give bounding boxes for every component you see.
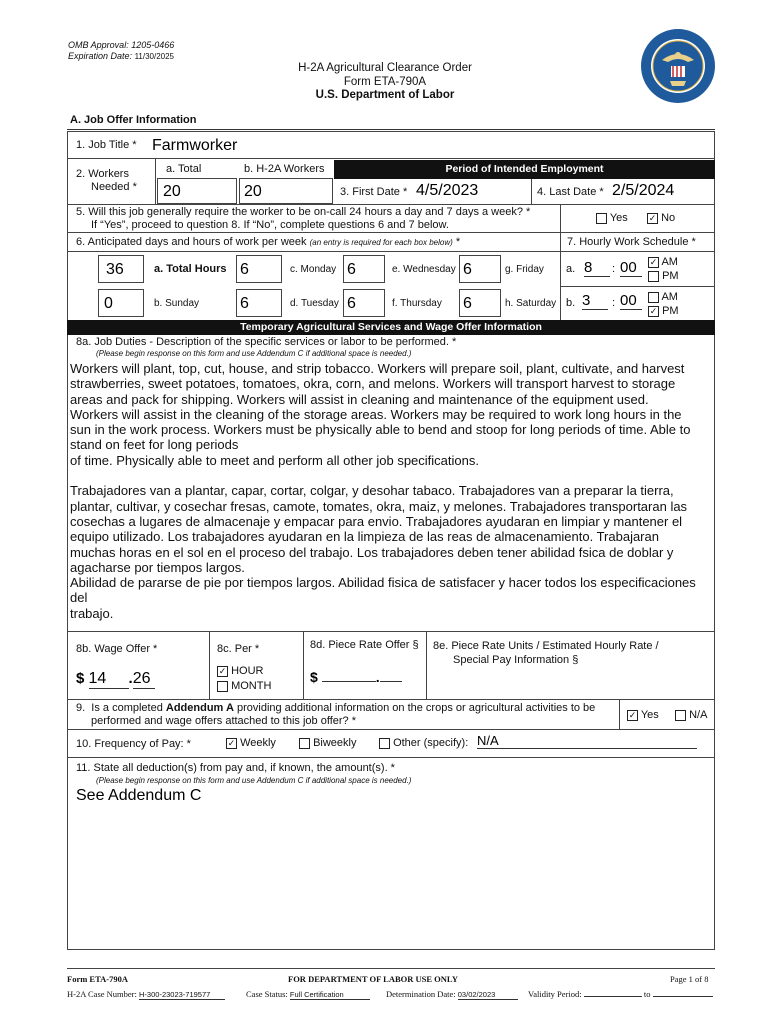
determination-value: 03/02/2023 (458, 990, 518, 1000)
workers-h2a-value: 20 (244, 183, 262, 200)
wage-offer-label: 8b. Wage Offer * (76, 643, 158, 655)
sunday-hours-value: 0 (104, 295, 113, 312)
deductions-label: 11. State all deduction(s) from pay and, if known, the amount(s). * (76, 762, 395, 774)
pay-other-label: Other (specify): (393, 737, 469, 749)
schedule-a-colon: : (612, 263, 616, 275)
frequency-of-pay-label: 10. Frequency of Pay: * (76, 738, 191, 750)
schedule-a-ampm[interactable] (648, 255, 679, 283)
omb-approval: OMB Approval: 1205-0466 (68, 40, 175, 50)
q8a-note: (Please begin response on this form and use Addendum C if additional space is needed.) (96, 349, 412, 358)
schedule-b-am-label: AM (661, 291, 678, 303)
tuesday-top-value: 6 (347, 261, 356, 278)
per-hour-checkbox[interactable]: ✓ (218, 665, 227, 676)
pay-other-field[interactable] (477, 733, 697, 749)
q5-line1: 5. Will this job generally require the worker to be on-call 24 hours a day and 7 days a week? * (76, 206, 531, 218)
footer-case-status (246, 989, 370, 1000)
period-header: Period of Intended Employment (334, 160, 715, 179)
schedule-b-pm-checkbox[interactable]: ✓ (649, 305, 658, 316)
wage-dollar-sign: $ (76, 670, 85, 687)
schedule-a-hour[interactable] (584, 259, 610, 277)
tuesday-top-box[interactable] (343, 255, 385, 283)
piece-rate-units-line2: Special Pay Information § (453, 654, 579, 666)
piece-rate-dollar-sign: $ (310, 669, 318, 685)
wage-dollars: 14 (89, 670, 129, 689)
pay-other-checkbox[interactable] (379, 738, 390, 749)
monday-label: c. Monday (290, 264, 337, 275)
wednesday-hours-input[interactable] (459, 255, 501, 283)
validity-label: Validity Period: (528, 989, 582, 999)
form-title: H-2A Agricultural Clearance Order (298, 62, 472, 74)
per-label: 8c. Per * (217, 643, 260, 655)
footer-form-number: Form ETA-790A (67, 974, 128, 984)
pay-biweekly-option[interactable] (299, 737, 356, 749)
schedule-a-am-checkbox[interactable]: ✓ (649, 256, 658, 267)
workers-total-input[interactable] (157, 178, 237, 204)
q9-yes-option[interactable] (627, 709, 659, 721)
validity-end (653, 996, 713, 997)
q5-question (76, 206, 530, 232)
monday-hours-value: 6 (240, 261, 249, 278)
workers-total-value: 20 (163, 183, 181, 200)
schedule-b-minute-value: 00 (620, 292, 642, 310)
job-title-field[interactable]: Farmworker (152, 137, 238, 154)
thursday-label: f. Thursday (392, 298, 442, 309)
piece-rate-cents (380, 667, 402, 682)
q5-no-checkbox[interactable]: ✓ (648, 212, 657, 223)
temp-services-header: Temporary Agricultural Services and Wage Offer Information (67, 320, 715, 335)
first-date-field[interactable]: 4/5/2023 (416, 182, 479, 199)
thursday-hours-input[interactable] (459, 289, 501, 317)
q6-label-block (76, 236, 460, 248)
case-status-value: Full Certification (290, 990, 370, 1000)
first-date-label: 3. First Date * (340, 186, 408, 198)
expiration-label-text: Expiration Date: (68, 51, 133, 61)
expiration-value: 11/30/2025 (134, 52, 175, 61)
validity-start (584, 996, 642, 997)
q9-na-checkbox[interactable] (675, 710, 686, 721)
total-hours-label: a. Total Hours (154, 263, 227, 275)
schedule-a-pm-label: PM (662, 270, 679, 282)
last-date-field[interactable]: 2/5/2024 (612, 182, 675, 199)
q5-yes-option[interactable] (596, 212, 628, 224)
wednesday-hours-value: 6 (463, 261, 472, 278)
wednesday-label: e. Wednesday (392, 264, 456, 275)
schedule-a-pm-checkbox[interactable] (648, 271, 659, 282)
schedule-b-label: b. (566, 297, 576, 309)
dol-seal-logo (640, 28, 716, 104)
q6-star: * (455, 236, 461, 248)
per-options[interactable] (217, 664, 271, 694)
pay-weekly-label: Weekly (240, 737, 276, 749)
piece-rate-units-label (433, 639, 659, 667)
schedule-a-minute-value: 00 (620, 259, 642, 277)
piece-rate-label: 8d. Piece Rate Offer § (310, 639, 419, 651)
footer-validity-period (528, 989, 713, 999)
wage-offer-field[interactable]: $ 14 .26 (76, 670, 155, 689)
section-a-title: A. Job Offer Information (70, 114, 197, 126)
schedule-b-hour[interactable] (582, 292, 608, 310)
q9-line1: 9. Is a completed Addendum A providing additional information on the crops or agricultural activities to be (76, 702, 596, 714)
pay-biweekly-label: Biweekly (313, 737, 357, 749)
schedule-a-hour-value: 8 (584, 259, 610, 277)
total-hours-value: 36 (106, 261, 124, 278)
form-number: Form ETA-790A (343, 75, 427, 88)
schedule-a-minute[interactable] (620, 259, 642, 277)
q6-note: (an entry is required for each box below) (309, 238, 453, 247)
pay-weekly-checkbox[interactable]: ✓ (227, 737, 236, 748)
footer-page-number: Page 1 of 8 (670, 974, 709, 984)
case-number-value: H-300-23023-719577 (139, 990, 225, 1000)
workers-label-line2: Needed * (91, 181, 137, 193)
schedule-a-label: a. (566, 263, 576, 275)
per-month-checkbox[interactable] (217, 681, 228, 692)
footer-case-number (67, 989, 225, 1000)
last-date-label: 4. Last Date * (537, 186, 604, 198)
expiration-label (68, 51, 174, 61)
q5-no-option[interactable] (647, 212, 675, 224)
job-duties-field[interactable]: Workers will plant, top, cut, house, and strip tobacco. Workers will prepare soil, plant, cultivate, and harvest strawberries, sweet potatoes, tomatoes, okra, corn, and melons. Workers will transport harvest to storage areas and pack for shipping. Workers will assist in cleaning and maintenance of the equipment used. Workers will assist in the cleaning of the storage areas. Workers may be required to work long hours in the sun in the work process. Workers must be physically able to bend and stoop for long periods of time. Able to stand on feet for long periods of time. Physically able to meet and perform all other job specifications. Trabajadores van a plantar, capar, cortar, colgar, y desohar tabaco. Trabajadores van a preparar la tierra, plantar, cultivar, y cosechar fresas, camote, tomates, okra, maiz, y melones. Trabajadores transportaran las cosechas a lugares de almacenaje y empacar para envio. Trabajadores ayudaran en limpiar y mantener el equipo utilizado. Los trabajadores ayudaran en la limpieza de las reas de almacenamiento. Trabajaran muchas horas en el sol en el proceso del trabajo. Los trabajadores deben tener abilidad fsica de doblar y agacharse por tiempos largos. Abilidad de pararse de pie por tiempos largos. Abilidad fisica de satisfacer y hacer todos los especificaciones del trabajo. (70, 361, 696, 621)
piece-rate-field[interactable]: $ . (310, 667, 402, 685)
pay-weekly-option[interactable] (226, 737, 276, 749)
determination-label: Determination Date: (386, 989, 456, 999)
thursday-left-value: 6 (347, 295, 356, 312)
schedule-b-minute[interactable] (620, 292, 642, 310)
q9-na-label: N/A (689, 709, 708, 721)
q8a-label: 8a. Job Duties - Description of the specific services or labor to be performed. * (76, 336, 457, 348)
validity-to: to (643, 989, 651, 999)
schedule-b-pm-label: PM (662, 305, 679, 317)
q6-label: 6. Anticipated days and hours of work per week (76, 236, 307, 248)
job-title-label: 1. Job Title * (76, 139, 137, 151)
sunday-hours-input[interactable] (98, 289, 144, 317)
q7-label: 7. Hourly Work Schedule * (567, 236, 696, 248)
workers-total-label: a. Total (166, 163, 202, 175)
q9-yes-label: Yes (640, 709, 659, 721)
workers-h2a-input[interactable] (239, 178, 333, 204)
q9-question (76, 702, 595, 728)
piece-rate-units-line1: 8e. Piece Rate Units / Estimated Hourly Rate / (433, 640, 659, 652)
deductions-field[interactable]: See Addendum C (76, 787, 202, 804)
thursday-hours-value: 6 (463, 295, 472, 312)
per-month-label: MONTH (231, 680, 272, 692)
schedule-b-hour-value: 3 (582, 292, 608, 310)
wage-cents: 26 (133, 670, 155, 689)
schedule-a-am-label: AM (661, 256, 678, 268)
per-hour-label: HOUR (231, 665, 264, 677)
form-title-block (250, 62, 520, 103)
total-hours-input[interactable] (98, 255, 144, 283)
q9-yes-checkbox[interactable]: ✓ (628, 709, 637, 720)
tuesday-bottom-value: 6 (240, 295, 249, 312)
sunday-label: b. Sunday (154, 298, 200, 309)
q5-yes-checkbox[interactable] (596, 213, 607, 224)
tuesday-hours-input[interactable] (236, 289, 282, 317)
department-name: U.S. Department of Labor (315, 89, 455, 101)
q5-line2: If “Yes”, proceed to question 8. If “No”, complete questions 6 and 7 below. (91, 219, 449, 231)
thursday-left-box[interactable] (343, 289, 385, 317)
q9-na-option[interactable] (675, 709, 707, 721)
footer-determination-date (386, 989, 518, 1000)
monday-hours-input[interactable] (236, 255, 282, 283)
case-number-label: H-2A Case Number: (67, 989, 137, 999)
q9-line2: performed and wage offers attached to this job offer? * (91, 715, 356, 727)
pay-other-value: N/A (477, 733, 697, 749)
friday-label: g. Friday (505, 264, 544, 275)
case-status-label: Case Status: (246, 989, 288, 999)
schedule-b-am-checkbox[interactable] (648, 292, 659, 303)
deductions-note: (Please begin response on this form and use Addendum C if additional space is needed.) (96, 776, 412, 785)
saturday-label: h. Saturday (505, 298, 557, 309)
q5-no-label: No (661, 212, 676, 224)
footer-dol-use: FOR DEPARTMENT OF LABOR USE ONLY (288, 974, 458, 984)
schedule-b-colon: : (612, 297, 616, 309)
pay-other-option[interactable] (379, 737, 468, 749)
workers-label-line1: 2. Workers (76, 168, 129, 180)
schedule-b-ampm[interactable] (648, 290, 679, 318)
pay-biweekly-checkbox[interactable] (299, 738, 310, 749)
q5-yes-label: Yes (609, 212, 628, 224)
tuesday-label: d. Tuesday (290, 298, 339, 309)
workers-needed-label (76, 168, 137, 194)
workers-h2a-label: b. H-2A Workers (244, 163, 325, 175)
piece-rate-dollars (322, 667, 376, 682)
